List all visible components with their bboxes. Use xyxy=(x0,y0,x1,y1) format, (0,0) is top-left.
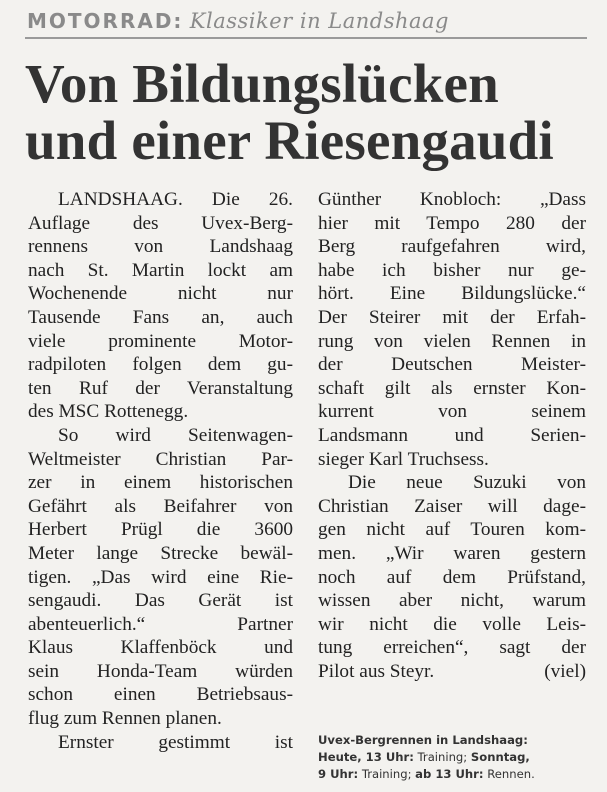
text-line: kurrent von seinem xyxy=(318,401,586,423)
text-line: Christian Zaiser will dage- xyxy=(318,495,586,517)
text-line: Landsmann und Serien- xyxy=(318,424,586,446)
text-line: habe ich bisher nur ge- xyxy=(318,259,586,281)
text-line: LANDSHAAG. Die 26. xyxy=(58,189,293,210)
headline-line: Von Bildungslücken xyxy=(25,53,499,114)
text-line: hört. Eine Bildungslücke.“ xyxy=(318,283,586,305)
author-tag: (viel) xyxy=(544,660,586,682)
kicker-rubric: MOTORRAD: xyxy=(27,9,184,33)
text-line: Auflage des Uvex-Berg- xyxy=(28,212,293,234)
headline-line: und einer Riesengaudi xyxy=(25,110,554,171)
text-line: der Deutschen Meister- xyxy=(318,354,586,376)
article-column-left xyxy=(28,188,293,754)
text-line: schon einen Betriebsaus- xyxy=(28,684,293,706)
text-line: Weltmeister Christian Par- xyxy=(28,448,293,470)
infobox-line: Heute, 13 Uhr: Training; Sonntag, xyxy=(318,750,530,764)
text-line: radpiloten folgen dem gu- xyxy=(28,354,293,376)
text-line: Herbert Prügl die 3600 xyxy=(28,519,293,541)
text-line: Günther Knobloch: „Dass xyxy=(318,189,586,210)
text-line: gen nicht auf Touren kom- xyxy=(318,519,586,541)
infobox-title: Uvex-Bergrennen in Landshaag: xyxy=(318,733,528,747)
text-line: tigen. „Das wird eine Rie- xyxy=(28,566,293,588)
section-kicker xyxy=(27,8,587,34)
text-line: noch auf dem Prüfstand, xyxy=(318,566,586,588)
text-line: rung von vielen Rennen in xyxy=(318,330,586,352)
text-line: Tausende Fans an, auch xyxy=(28,306,293,328)
text-line: So wird Seitenwagen- xyxy=(58,424,293,446)
text-line xyxy=(318,660,586,684)
kicker-rule xyxy=(25,37,587,39)
text-line: schaft gilt als ernster Kon- xyxy=(318,377,586,399)
text-line: tung erreichen“, sagt der xyxy=(318,637,586,659)
text-line: Gefährt als Beifahrer von xyxy=(28,495,293,517)
text-line: viele prominente Motor- xyxy=(28,330,293,352)
text-line: des MSC Rottenegg. xyxy=(28,401,189,423)
text-line: sieger Karl Truchsess. xyxy=(318,448,489,470)
kicker-title: Klassiker in Landshaag xyxy=(189,9,449,33)
headline xyxy=(25,55,590,169)
text-line: nach St. Martin lockt am xyxy=(28,259,293,281)
text-line: wissen aber nicht, warum xyxy=(318,590,586,612)
text-line: zer in einem historischen xyxy=(28,472,293,494)
text-line: Wochenende nicht nur xyxy=(28,283,293,305)
text-line: sein Honda-Team würden xyxy=(28,660,293,682)
text-line: rennens von Landshaag xyxy=(28,236,293,258)
text-line: Die neue Suzuki von xyxy=(348,472,586,494)
text-line: men. „Wir waren gestern xyxy=(318,542,586,564)
text-line: ten Ruf der Veranstaltung xyxy=(28,377,293,399)
text-line-end: Pilot aus Steyr. xyxy=(318,660,435,682)
infobox-line: 9 Uhr: Training; ab 13 Uhr: Rennen. xyxy=(318,767,535,781)
text-line: hier mit Tempo 280 der xyxy=(318,212,586,234)
text-line: Der Steirer mit der Erfah- xyxy=(318,306,586,328)
article-column-right xyxy=(318,188,586,683)
text-line: Berg raufgefahren wird, xyxy=(318,236,586,258)
text-line: abenteuerlich.“ Partner xyxy=(28,613,293,635)
text-line: Ernster gestimmt ist xyxy=(58,731,293,753)
text-line: wir nicht die volle Leis- xyxy=(318,613,586,635)
text-line: flug zum Rennen planen. xyxy=(28,708,222,730)
text-line: Klaus Klaffenböck und xyxy=(28,637,293,659)
text-line: Meter lange Strecke bewäl- xyxy=(28,542,293,564)
event-infobox xyxy=(318,732,590,783)
text-line: sengaudi. Das Gerät ist xyxy=(28,590,293,612)
